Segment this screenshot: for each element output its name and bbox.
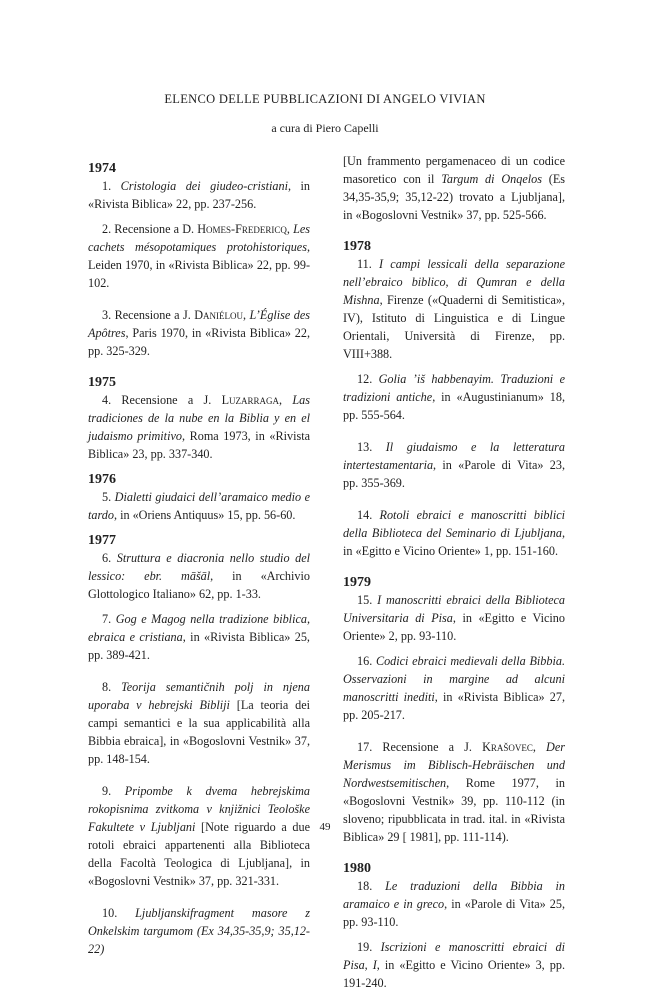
entry-text: 4. Recensione a J.: [102, 393, 222, 407]
entry-title: Cristologia dei giudeo-cristiani: [120, 179, 288, 193]
bibliography-entry: [88, 678, 310, 768]
entry-text: 15.: [357, 593, 378, 607]
entry-title: Pripombe k dvema hebrejskima rokopisnima zvitkoma v knjižnici Teološke Fakultete v Ljubljani: [88, 784, 311, 834]
year-heading: 1978: [343, 239, 371, 254]
year-heading: 1975: [88, 375, 116, 390]
entry-text: (Es 34,35-35,9; 35,12-22) trovato a Ljubljana], in «Bogoslovni Vestnik» 37, pp. 525-566.: [343, 172, 566, 222]
year-heading: 1979: [343, 575, 371, 590]
entry-title: Iscrizioni e manoscritti ebraici di Pisa, I: [343, 940, 565, 972]
entry-text: , Rome 1977, in «Bogoslovni Vestnik» 39, pp. 110-112 (in sloveno; ripubblicata in trad. ital. in «Rivista Biblica» 29 [ 1981], pp. 111-114).: [343, 776, 565, 844]
bibliography-entry: [343, 255, 565, 363]
entry-text: 14.: [357, 508, 380, 522]
entry-text: , Roma 1973, in «Rivista Biblica» 23, pp. 337-340.: [88, 429, 310, 461]
bibliography-entry: [343, 438, 565, 492]
entry-title: L’Église des Apôtres: [88, 308, 310, 340]
entry-text: 6.: [102, 551, 117, 565]
entry-title: Le traduzioni della Bibbia in aramaico e in greco: [343, 879, 565, 911]
entry-title: Rotoli ebraici e manoscritti biblici della Biblioteca del Seminario di Ljubljana: [343, 508, 566, 540]
entry-text: [Note riguardo a due rotoli ebraici appartenenti alla Biblioteca della Facoltà Teologica di Ljubljana], in «Bogoslovni Vestnik» 37, pp. 321-331.: [88, 820, 310, 888]
bibliography-entry: [88, 610, 310, 664]
bibliography-entry: [343, 591, 565, 645]
entry-text: 9.: [102, 784, 125, 798]
year-heading: 1977: [88, 533, 116, 548]
entry-title: Golia ’iš habbenayim. Traduzioni e tradizioni antiche: [343, 372, 565, 404]
entry-text: , in «Rivista Biblica» 22, pp. 237-256.: [88, 179, 311, 211]
entry-text: , in «Archivio Glottologico Italiano» 62, pp. 1-33.: [88, 569, 310, 601]
bibliography-entry: [343, 370, 565, 424]
bibliography-entry: [343, 652, 565, 724]
bibliography-entry: [88, 782, 310, 890]
bibliography-entry: [343, 506, 565, 560]
entry-title: Las tradiciones de la nube en la Biblia y en el judaismo primitivo: [88, 393, 310, 443]
year-heading: 1980: [343, 861, 371, 876]
entry-title: Teorija semantičnih polj in njena uporaba v hebrejski Bibliji: [88, 680, 310, 712]
entry-text: ,: [243, 308, 250, 322]
entry-text: 2. Recensione a D.: [102, 222, 198, 236]
entry-text: 8.: [102, 680, 122, 694]
entry-text: 7.: [102, 612, 116, 626]
right-column: [343, 152, 565, 1006]
page-title: ELENCO DELLE PUBBLICAZIONI DI ANGELO VIVIAN: [164, 92, 486, 106]
entry-title: Targum di Onqelos: [441, 172, 542, 186]
bibliography-entry: [343, 877, 565, 931]
page-number: 49: [319, 821, 331, 833]
entry-text: 16.: [357, 654, 376, 668]
author-name: Homes-Fredericq: [197, 222, 287, 236]
author-name: Luzarraga: [221, 393, 280, 407]
entry-title: Il giudaismo e la letteratura intertestamentaria: [343, 440, 566, 472]
bibliography-entry: [88, 177, 310, 213]
entry-text: , in «Egitto e Vicino Oriente» 2, pp. 93-110.: [343, 611, 565, 643]
bibliography-entry: [88, 306, 310, 360]
bibliography-entry: [343, 938, 565, 992]
entry-text: , Firenze («Quaderni di Semitistica», IV), Istituto di Linguistica e di Lingue Orientali, Università di Firenze, pp. VIII+388.: [343, 293, 565, 361]
entry-text: , in «Parole di Vita» 23, pp. 355-369.: [343, 458, 565, 490]
bibliography-entry: [88, 391, 310, 463]
entry-text: 17. Recensione a J.: [357, 740, 483, 754]
entry-text: 10.: [102, 906, 136, 920]
entry-text: , in «Parole di Vita» 25, pp. 93-110.: [343, 897, 565, 929]
entry-title: Der Merismus im Biblisch-Hebräischen und Nordwestsemitischen: [343, 740, 565, 790]
bibliography-entry: [88, 220, 310, 292]
bibliography-entry: [88, 488, 310, 524]
entry-text: , in «Rivista Biblica» 27, pp. 205-217.: [343, 690, 565, 722]
entry-text: , in «Egitto e Vicino Oriente» 3, pp. 191-240.: [343, 958, 565, 990]
entry-title: Gog e Magog nella tradizione biblica, ebraica e cristiana: [88, 612, 311, 644]
year-heading: 1974: [88, 161, 116, 176]
entry-title: Les cachets mésopotamiques protohistoriques: [88, 222, 310, 254]
entry-text: , Leiden 1970, in «Rivista Biblica» 22, pp. 99-102.: [88, 240, 310, 290]
entry-text: 13.: [357, 440, 386, 454]
page-subtitle: a cura di Piero Capelli: [271, 121, 379, 135]
entry-text: [La teoria dei campi semantici e la sua applicabilità alla Bibbia ebraica], in «Bogoslovni Vestnik» 37, pp. 148-154.: [88, 698, 311, 766]
entry-text: ,: [286, 222, 294, 236]
entry-text: 5.: [102, 490, 115, 504]
entry-text: 18.: [357, 879, 386, 893]
year-heading: 1976: [88, 472, 116, 487]
entry-title: Codici ebraici medievali della Bibbia. Osservazioni in margine ad alcuni manoscritti inediti: [343, 654, 566, 704]
entry-text: 19.: [357, 940, 381, 954]
bibliography-entry: [88, 904, 310, 958]
author-name: Daniélou: [194, 308, 244, 322]
entry-text: ,: [279, 393, 293, 407]
entry-text: , in «Oriens Antiquus» 15, pp. 56-60.: [113, 508, 296, 522]
left-column: [88, 152, 310, 972]
entry-title: Dialetti giudaici dell’aramaico medio e tardo: [88, 490, 311, 522]
entry-text: , Paris 1970, in «Rivista Biblica» 22, pp. 325-329.: [88, 326, 310, 358]
entry-text: , in «Rivista Biblica» 25, pp. 389-421.: [88, 630, 310, 662]
bibliography-entry: [343, 152, 565, 224]
author-name: Krašovec: [482, 740, 533, 754]
entry-text: 12.: [357, 372, 379, 386]
entry-text: , in «Egitto e Vicino Oriente» 1, pp. 151-160.: [343, 526, 565, 558]
entry-title: I manoscritti ebraici della Biblioteca Universitaria di Pisa: [343, 593, 566, 625]
entry-title: I campi lessicali della separazione nell’ebraico biblico, di Qumran e della Mishna: [343, 257, 565, 307]
entry-text: 1.: [102, 179, 121, 193]
entry-text: ,: [532, 740, 547, 754]
entry-text: [Un frammento pergamenaceo di un codice masoretico con il: [343, 154, 565, 186]
entry-text: 3. Recensione a J.: [102, 308, 195, 322]
entry-title: Struttura e diacronia nello studio del lessico: ebr. māšāl: [88, 551, 310, 583]
entry-title: Ljubljanskifragment masore z Onkelskim targumom (Ex 34,35-35,9; 35,12-22): [88, 906, 311, 956]
entry-text: , in «Augustinianum» 18, pp. 555-564.: [343, 390, 565, 422]
bibliography-entry: [88, 549, 310, 603]
entry-text: 11.: [357, 257, 380, 271]
